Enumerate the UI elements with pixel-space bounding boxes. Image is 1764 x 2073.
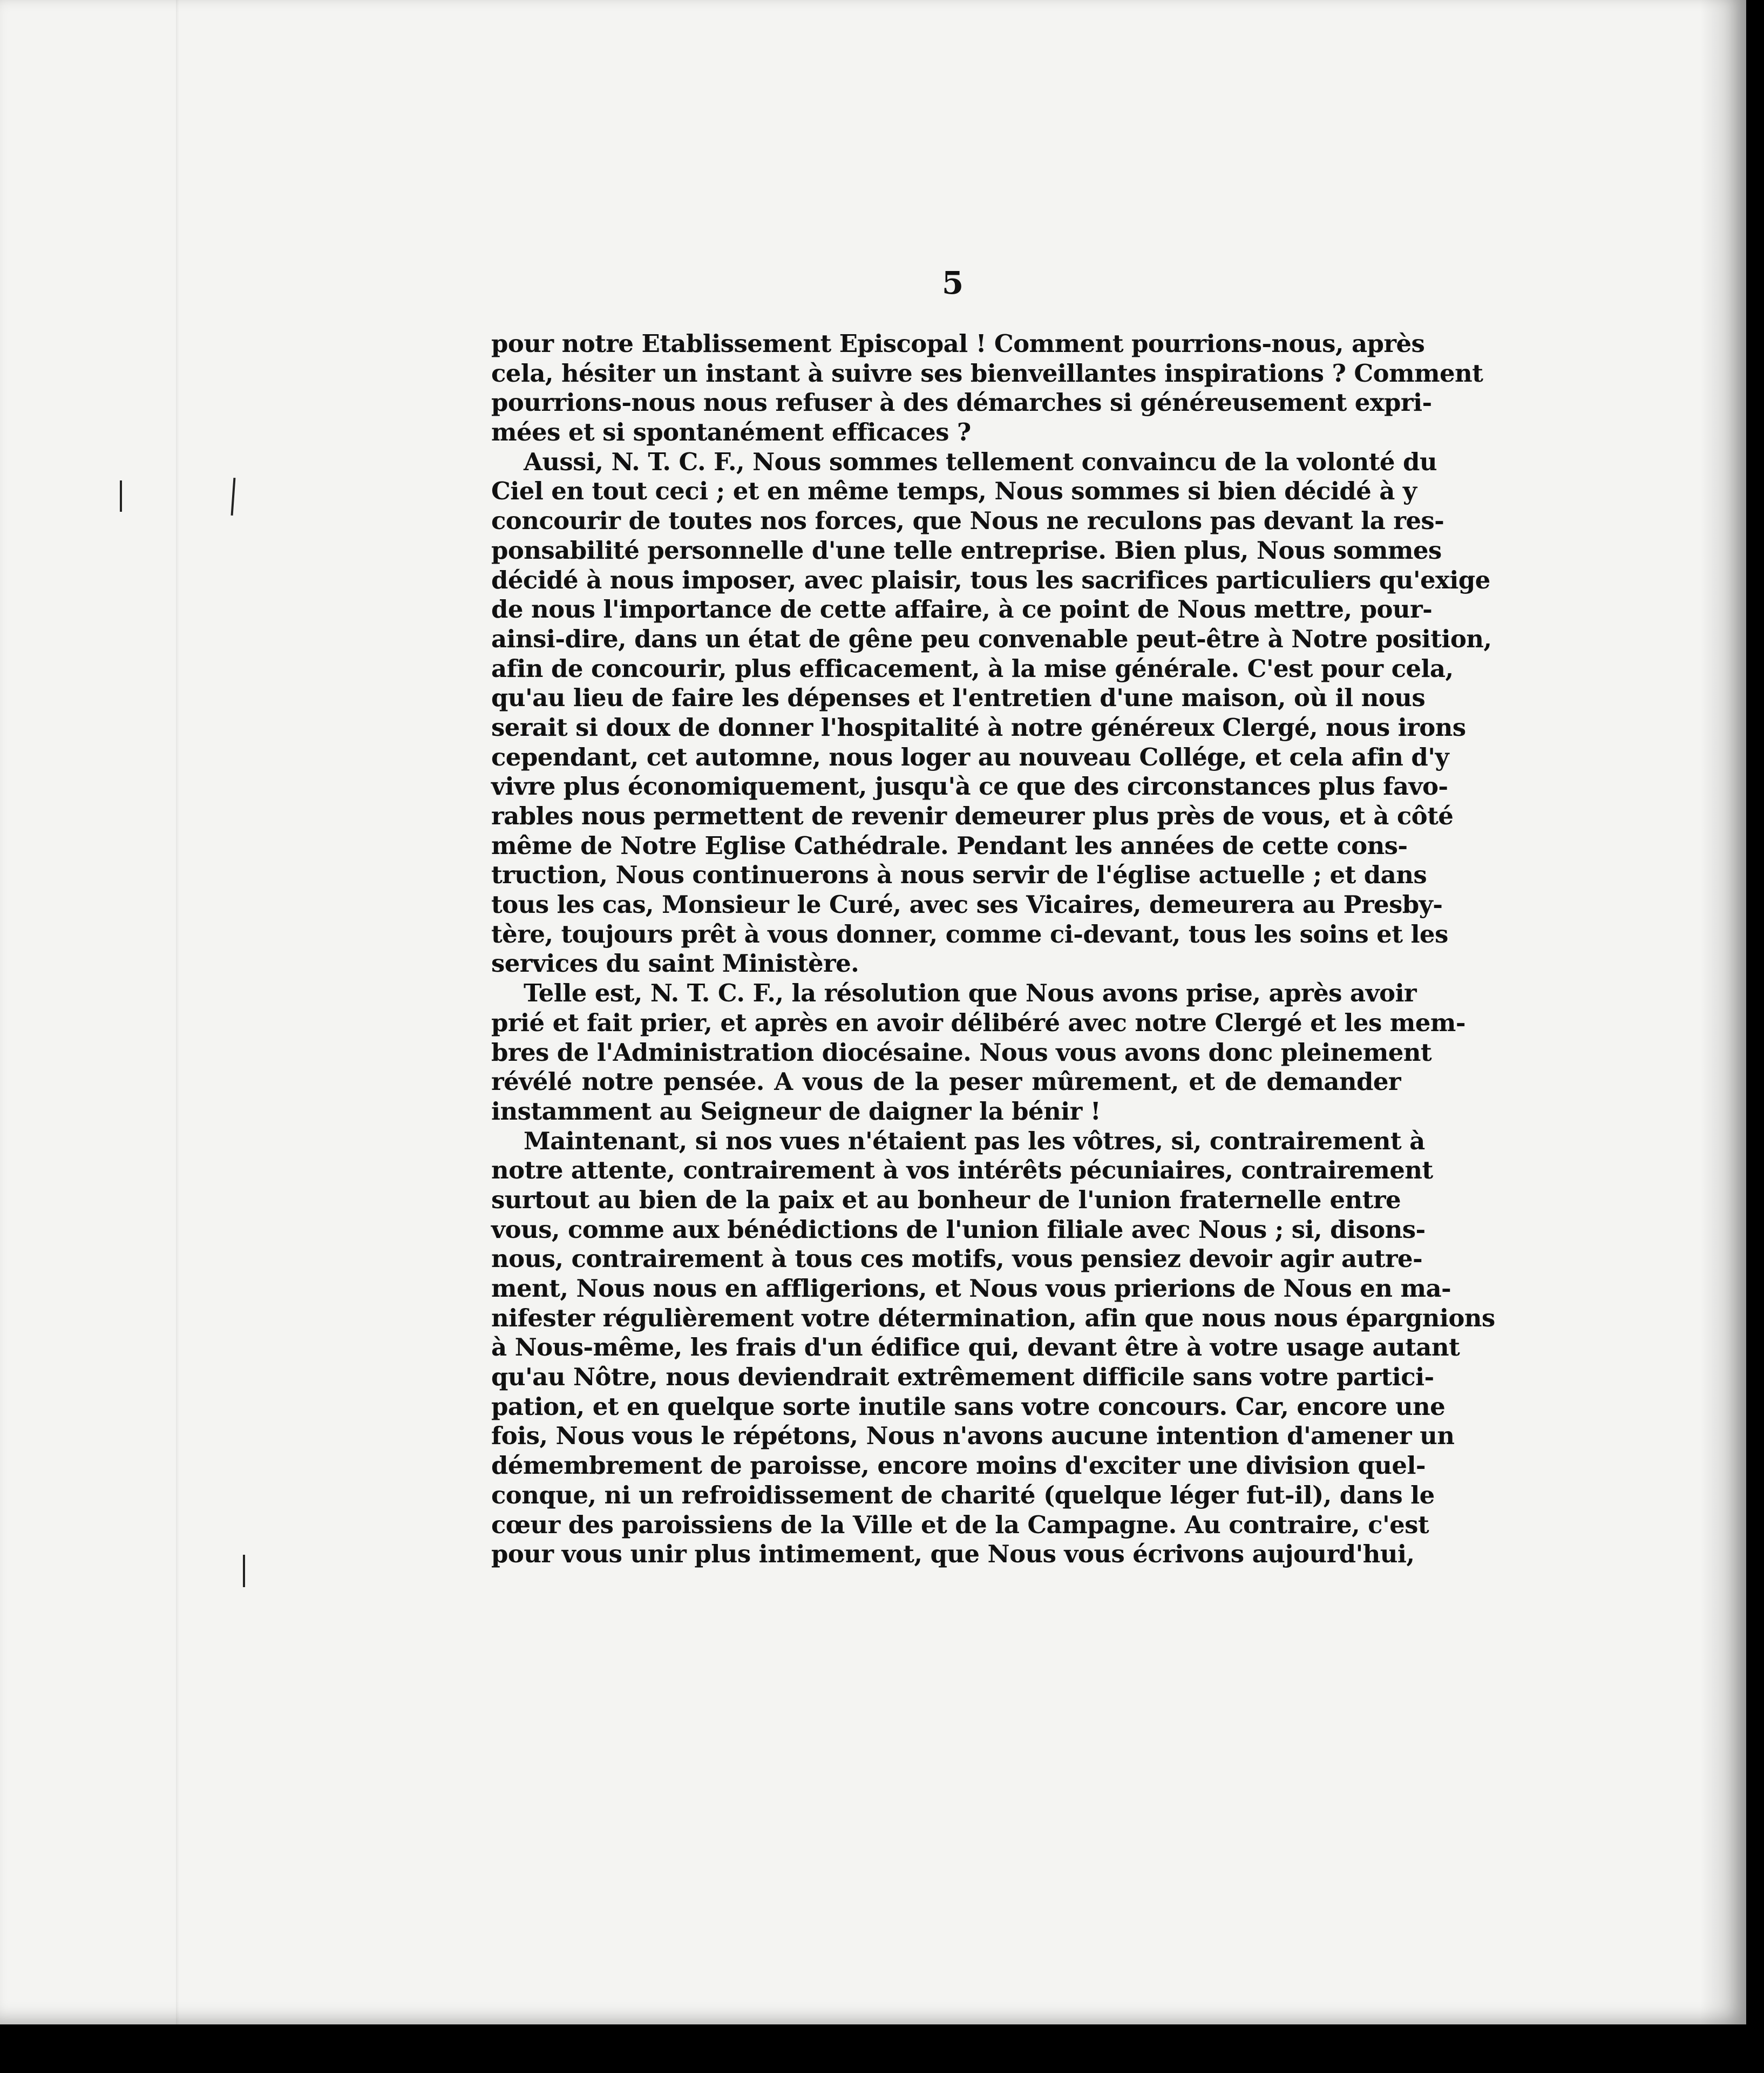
text-line: afin de concourir, plus efficacement, à la mise générale. C'est pour cela, [491,654,1454,683]
text-line: Telle est, N. T. C. F., la résolution que Nous avons prise, après avoir [524,979,1417,1008]
margin-mark [231,478,236,516]
text-line: révélé notre pensée. A vous de la peser mûrement, et de demander [491,1067,1401,1096]
text-line: ment, Nous nous en affligerions, et Nous vous prierions de Nous en ma- [491,1274,1451,1303]
text-line: tous les cas, Monsieur le Curé, avec ses Vicaires, demeurera au Presby- [491,890,1443,919]
text-line: démembrement de paroisse, encore moins d'exciter une division quel- [491,1451,1426,1480]
text-line: surtout au bien de la paix et au bonheur de l'union fraternelle entre [491,1185,1401,1214]
text-line: ponsabilité personnelle d'une telle entreprise. Bien plus, Nous sommes [491,536,1442,565]
text-line: pourrions-nous nous refuser à des démarches si généreusement expri- [491,388,1432,417]
text-line: décidé à nous imposer, avec plaisir, tous les sacrifices particuliers qu'exige [491,565,1490,594]
text-line: Maintenant, si nos vues n'étaient pas les vôtres, si, contrairement à [524,1126,1425,1155]
text-line: fois, Nous vous le répétons, Nous n'avons aucune intention d'amener un [491,1421,1455,1451]
text-line: vous, comme aux bénédictions de l'union filiale avec Nous ; si, disons- [491,1215,1426,1244]
text-line: rables nous permettent de revenir demeurer plus près de vous, et à côté [491,802,1454,830]
text-line: cœur des paroissiens de la Ville et de la Campagne. Au contraire, c'est [491,1510,1429,1539]
page-edge-shadow [1700,0,1746,2024]
text-line: pour vous unir plus intimement, que Nous vous écrivons aujourd'hui, [491,1540,1415,1569]
page-fold-shadow [176,0,179,2024]
text-line: qu'au lieu de faire les dépenses et l'entretien d'une maison, où il nous [491,683,1426,713]
text-line: de nous l'importance de cette affaire, à ce point de Nous mettre, pour- [491,595,1433,624]
text-line: instamment au Seigneur de daigner la bénir ! [491,1096,1101,1126]
text-line: même de Notre Eglise Cathédrale. Pendant les années de cette cons- [491,831,1408,860]
text-line: tère, toujours prêt à vous donner, comme ci-devant, tous les soins et les [491,919,1448,949]
body-text [491,329,1495,1569]
text-line: nous, contrairement à tous ces motifs, vous pensiez devoir agir autre- [491,1244,1423,1273]
text-line: nifester régulièrement votre détermination, afin que nous nous épargnions [491,1303,1495,1332]
text-line: vivre plus économiquement, jusqu'à ce que des circonstances plus favo- [491,772,1448,801]
text-line: mées et si spontanément efficaces ? [491,418,971,447]
margin-mark [120,480,122,512]
text-line: concourir de toutes nos forces, que Nous ne reculons pas devant la res- [491,506,1444,536]
text-line: ainsi-dire, dans un état de gêne peu convenable peut-être à Notre position, [491,624,1492,653]
text-line: pour notre Etablissement Episcopal ! Comment pourrions-nous, après [491,329,1425,358]
text-line: cependant, cet automne, nous loger au nouveau Collége, et cela afin d'y [491,742,1449,771]
text-line: Aussi, N. T. C. F., Nous sommes tellement convaincu de la volonté du [524,447,1437,476]
page-number: 5 [941,265,964,301]
text-line: truction, Nous continuerons à nous servir de l'église actuelle ; et dans [491,861,1427,890]
text-line: cela, hésiter un instant à suivre ses bienveillantes inspirations ? Comment [491,358,1483,388]
text-line: pation, et en quelque sorte inutile sans votre concours. Car, encore une [491,1392,1446,1421]
text-line: qu'au Nôtre, nous deviendrait extrêmement difficile sans votre partici- [491,1363,1434,1392]
text-line: prié et fait prier, et après en avoir délibéré avec notre Clergé et les mem- [491,1008,1466,1037]
text-line: bres de l'Administration diocésaine. Nous vous avons donc pleinement [491,1038,1432,1067]
text-line: Ciel en tout ceci ; et en même temps, Nous sommes si bien décidé à y [491,477,1417,506]
margin-mark [243,1555,245,1587]
text-line: serait si doux de donner l'hospitalité à notre généreux Clergé, nous irons [491,713,1466,742]
text-line: notre attente, contrairement à vos intérêts pécuniaires, contrairement [491,1156,1433,1185]
text-line: services du saint Ministère. [491,949,859,978]
text-line: conque, ni un refroidissement de charité (quelque léger fut-il), dans le [491,1480,1435,1509]
text-line: à Nous-même, les frais d'un édifice qui, devant être à votre usage autant [491,1333,1460,1362]
